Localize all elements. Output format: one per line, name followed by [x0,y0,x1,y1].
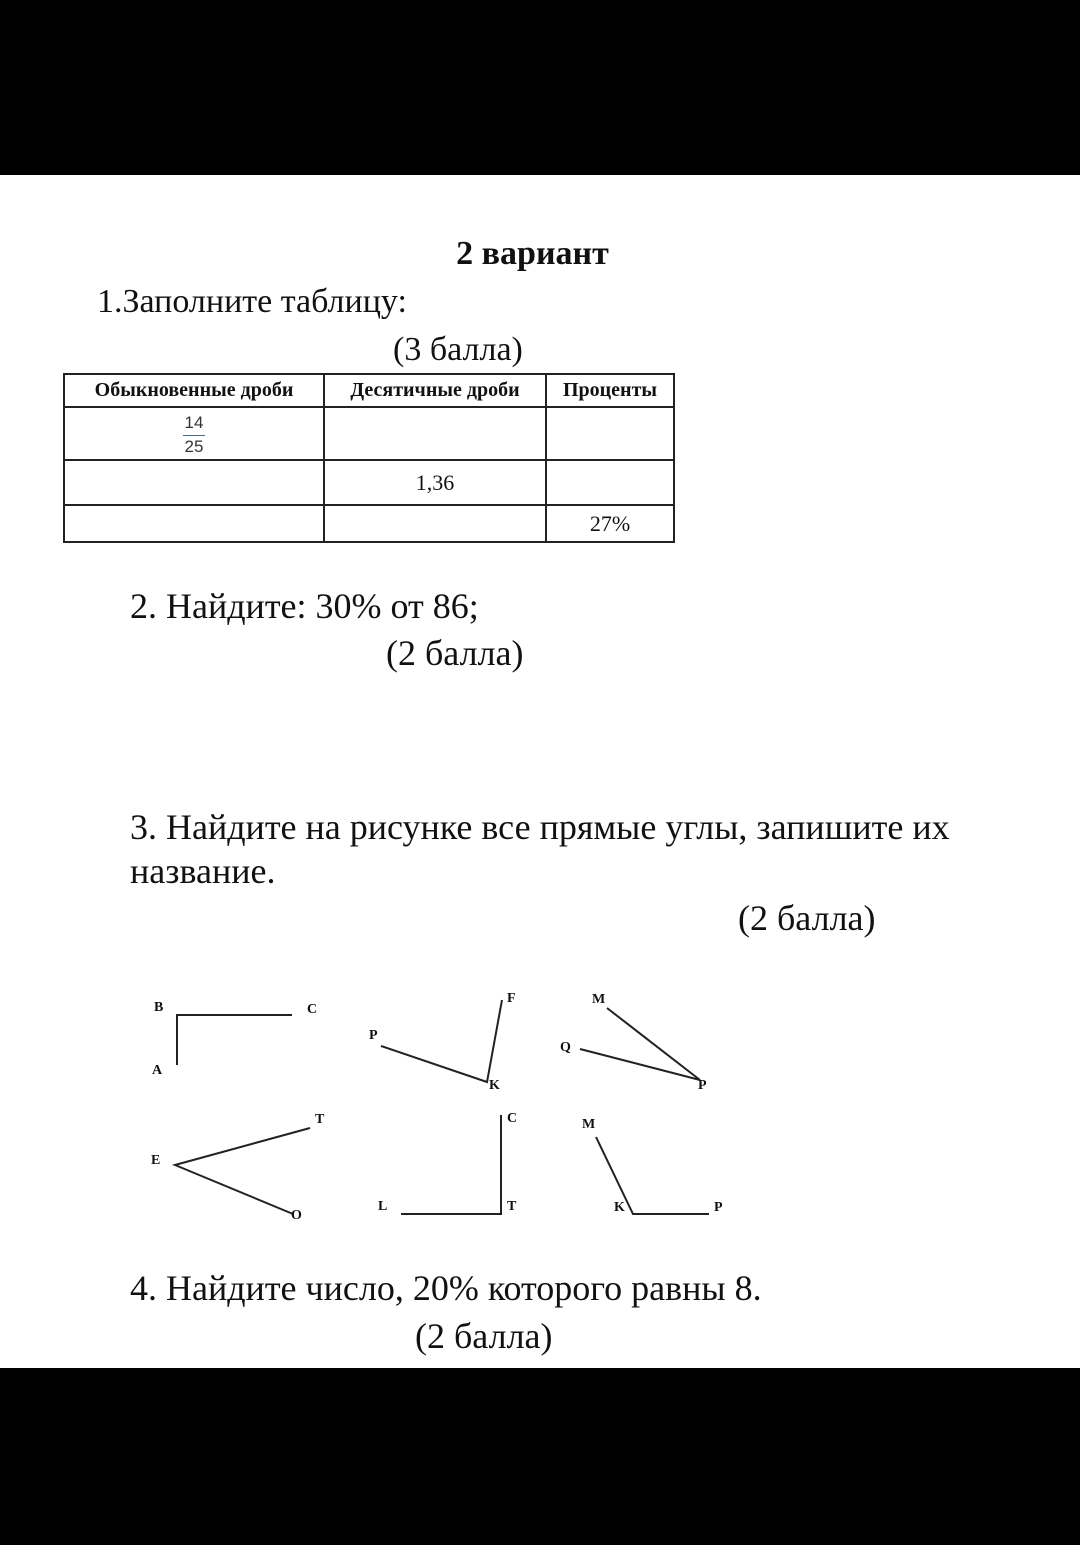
angle-lines [175,1128,310,1214]
fraction-denominator: 25 [184,437,204,456]
point-label: M [582,1117,596,1132]
task4-text: 4. Найдите число, 20% которого равны 8. [130,1268,762,1308]
point-label: O [291,1208,302,1223]
task3-points: (2 балла) [738,898,876,938]
point-label: K [489,1078,500,1093]
cell-percent: 27% [546,505,674,542]
point-label: P [369,1028,378,1043]
cell-decimal: 1,36 [324,460,546,505]
point-label: C [307,1002,318,1017]
point-label: B [154,1000,164,1015]
header-common-fractions: Обыкновенные дроби [64,374,324,407]
angle-lines [596,1137,709,1214]
angle-figure-5 [378,1111,517,1214]
point-label: T [507,1199,517,1214]
task3-line1: 3. Найдите на рисунке все прямые углы, запишите их [130,807,950,847]
header-decimal-fractions: Десятичные дроби [324,374,546,407]
point-label: L [378,1199,388,1214]
task2-points: (2 балла) [386,633,524,673]
point-label: C [507,1111,518,1126]
angle-lines [401,1115,501,1214]
task2-text: 2. Найдите: 30% от 86; [130,586,479,626]
point-label: P [698,1078,707,1093]
variant-title: 2 вариант [456,235,609,272]
header-percents: Проценты [546,374,674,407]
angle-figure-3 [560,992,707,1093]
angle-lines [177,1015,292,1065]
fraction-numerator: 14 [184,413,204,432]
task3-line2: название. [130,851,276,891]
angle-figure-1 [152,1000,317,1078]
angle-figure-2 [369,991,516,1093]
point-label: P [714,1200,723,1215]
angle-lines [580,1008,700,1080]
angle-lines [381,1000,502,1082]
point-label: T [315,1112,325,1127]
angle-figure-4 [151,1112,325,1223]
angle-figure-6 [582,1117,723,1215]
task1-points: (3 балла) [393,331,523,368]
point-label: E [151,1153,161,1168]
worksheet [0,175,1080,1368]
task4-points: (2 балла) [415,1316,553,1356]
point-label: M [592,992,606,1007]
task1-text: 1.Заполните таблицу: [97,283,407,320]
angles-figure [0,175,1080,1368]
point-label: K [614,1200,625,1215]
point-label: A [152,1063,163,1078]
point-label: Q [560,1040,571,1055]
point-label: F [507,991,516,1006]
